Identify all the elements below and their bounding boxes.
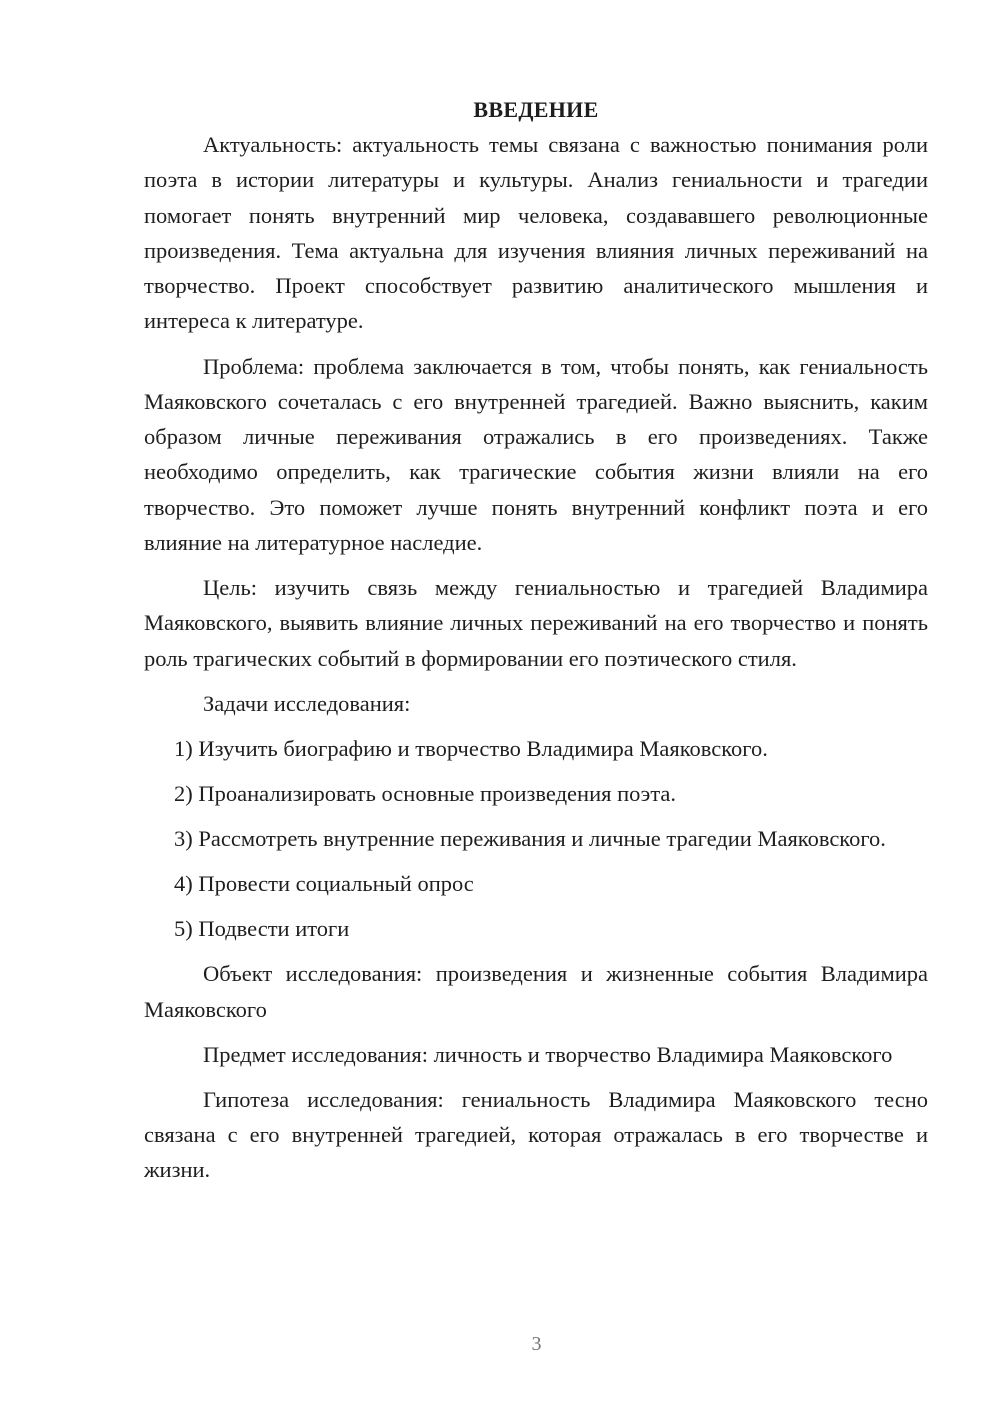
page-number: 3	[531, 1333, 542, 1355]
paragraph-object: Объект исследования: произведения и жизненные события Владимира Маяковского	[144, 961, 928, 1022]
paragraph-relevance: Актуальность: актуальность темы связана с важностью понимания роли поэта в истории литературы и культуры. Анализ гениальности и трагедии помогает понять внутренний мир человека, создававшего революционные произведения. Тема актуальна для изучения влияния личных переживаний на творчество. Проект способствует развитию аналитического мышления и интереса к литературе.	[144, 132, 928, 334]
paragraph-hypothesis: Гипотеза исследования: гениальность Владимира Маяковского тесно связана с его внутренней трагедией, которая отражалась в его творчестве и жизни.	[144, 1086, 928, 1183]
page-title: ВВЕДЕНИЕ	[473, 97, 599, 122]
task-item: 5) Подвести итоги	[174, 916, 350, 942]
task-item: 1) Изучить биографию и творчество Владимира Маяковского.	[174, 735, 768, 761]
tasks-heading: Задачи исследования:	[203, 690, 411, 716]
paragraph-goal: Цель: изучить связь между гениальностью и трагедией Владимира Маяковского, выявить влияние личных переживаний на его творчество и понять роль трагических событий в формировании его поэтического стиля.	[144, 575, 928, 671]
document-page	[144, 92, 928, 1188]
paragraph-problem: Проблема: проблема заключается в том, чтобы понять, как гениальность Маяковского сочеталась с его внутренней трагедией. Важно выяснить, каким образом личные переживания отражались в его произведениях. Также необходимо определить, как трагические события жизни влияли на его творчество. Это поможет лучше понять внутренний конфликт поэта и его влияние на литературное наследие.	[144, 353, 928, 556]
paragraph-subject: Предмет исследования: личность и творчество Владимира Маяковского	[203, 1041, 893, 1067]
task-item: 4) Провести социальный опрос	[174, 871, 474, 897]
task-item: 2) Проанализировать основные произведения поэта.	[174, 781, 677, 807]
task-item: 3) Рассмотреть внутренние переживания и личные трагедии Маяковского.	[174, 826, 886, 852]
